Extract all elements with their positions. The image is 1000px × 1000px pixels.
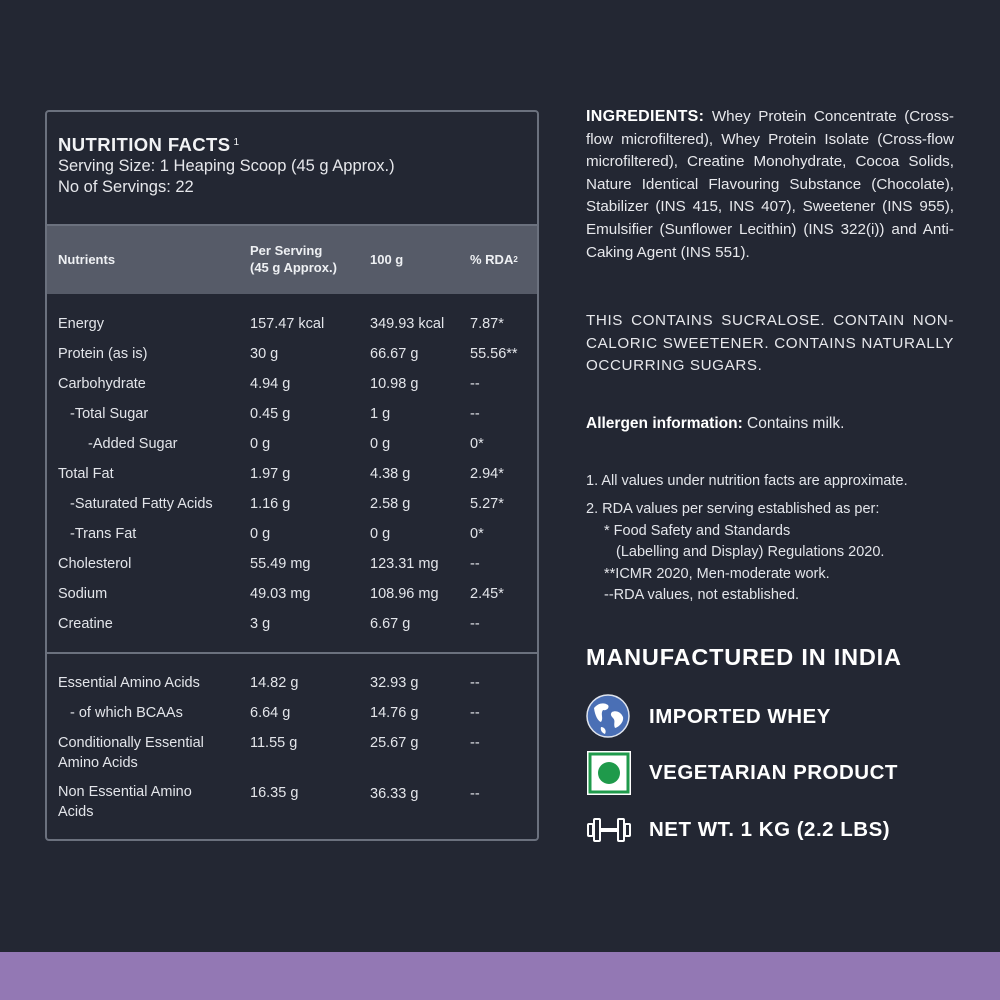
rda-value: --: [470, 406, 480, 422]
vegetarian-label: VEGETARIAN PRODUCT: [649, 761, 898, 784]
footnote-item: --RDA values, not established.: [604, 587, 800, 603]
per-100g-value: 25.67 g: [370, 735, 419, 751]
footnote-item: 1. All values under nutrition facts are approximate.: [586, 473, 908, 489]
veg-mark-icon: [586, 750, 632, 796]
per-100g-value: 1 g: [370, 406, 391, 422]
rda-value: --: [470, 376, 480, 392]
imported-whey-badge: [586, 694, 966, 742]
ingredients-label: INGREDIENTS:: [586, 108, 705, 125]
col-rda: % RDA$^2$: [470, 252, 518, 267]
nutrition-table-header: [47, 226, 537, 294]
col-per-serving: Per Serving (45 g Approx.): [250, 243, 337, 275]
rda-value: --: [470, 616, 480, 632]
rda-value: --: [470, 705, 480, 721]
footnote-item: (Labelling and Display) Regulations 2020.: [616, 544, 885, 560]
per-100g-value: 36.33 g: [370, 786, 419, 802]
rda-value: 5.27*: [470, 496, 504, 512]
sweetener-notice: THIS CONTAINS SUCRALOSE. CONTAIN NON-CALORIC SWEETENER. CONTAINS NATURALLY OCCURRING SUGARS.: [586, 312, 954, 375]
rda-value: 0*: [470, 526, 484, 542]
per-serving-value: 0.45 g: [250, 406, 291, 422]
per-serving-value: 4.94 g: [250, 376, 291, 392]
rda-value: --: [470, 735, 480, 751]
per-serving-value: 1.97 g: [250, 466, 291, 482]
col-per-100g: 100 g: [370, 252, 404, 267]
nutrient-name: Protein (as is): [58, 346, 148, 362]
nutrition-facts-title: NUTRITION FACTS $^1$: [58, 134, 240, 155]
bottom-accent-band: [0, 952, 1000, 1000]
per-serving-value: 14.82 g: [250, 675, 299, 691]
nutrition-facts-panel: [45, 110, 539, 841]
footnote-item: 2. RDA values per serving established as per:: [586, 501, 880, 517]
per-serving-value: 11.55 g: [250, 735, 298, 751]
rda-value: --: [470, 675, 480, 691]
per-100g-value: 0 g: [370, 526, 391, 542]
serving-size: Serving Size: 1 Heaping Scoop (45 g Approx.): [58, 157, 395, 175]
per-serving-value: 49.03 mg: [250, 586, 311, 602]
per-100g-value: 0 g: [370, 436, 391, 452]
nutrient-name: -Trans Fat: [70, 526, 137, 542]
per-serving-value: 30 g: [250, 346, 279, 362]
net-weight-badge: [586, 807, 966, 855]
per-100g-value: 2.58 g: [370, 496, 411, 512]
per-serving-value: 55.49 mg: [250, 556, 311, 572]
vegetarian-badge: [586, 750, 966, 798]
globe-icon: [586, 694, 632, 740]
manufactured-heading: MANUFACTURED IN INDIA: [586, 644, 902, 670]
rda-value: 7.87*: [470, 316, 504, 332]
rda-value: 0*: [470, 436, 484, 452]
net-weight-label: NET WT. 1 KG (2.2 LBS): [649, 818, 891, 841]
footnote-item: * Food Safety and Standards: [604, 523, 791, 539]
nutrient-name: -Saturated Fatty Acids: [70, 496, 213, 512]
nutrient-name: Sodium: [58, 586, 108, 602]
nutrient-name: -Total Sugar: [70, 406, 149, 422]
nutrient-name: - of which BCAAs: [70, 705, 183, 721]
per-100g-value: 66.67 g: [370, 346, 419, 362]
col-nutrients: Nutrients: [58, 252, 116, 267]
amino-section-divider: [47, 652, 537, 654]
per-100g-value: 349.93 kcal: [370, 316, 445, 332]
per-serving-value: 157.47 kcal: [250, 316, 325, 332]
rda-value: --: [470, 786, 480, 802]
nutrient-name: Non Essential Amino Acids: [58, 784, 192, 820]
nutrient-name: Conditionally Essential Amino Acids: [58, 735, 204, 771]
nutrient-name: Total Fat: [58, 466, 114, 482]
rda-value: 2.94*: [470, 466, 504, 482]
per-100g-value: 14.76 g: [370, 705, 419, 721]
rda-value: --: [470, 556, 480, 572]
per-serving-value: 16.35 g: [250, 785, 299, 801]
rda-value: 55.56**: [470, 346, 518, 362]
nutrient-name: Carbohydrate: [58, 376, 146, 392]
allergen-label: Allergen information:: [586, 415, 743, 432]
per-100g-value: 10.98 g: [370, 376, 419, 392]
dumbbell-icon: [586, 807, 632, 853]
per-serving-value: 6.64 g: [250, 705, 291, 721]
ingredients-text: Whey Protein Concentrate (Cross-flow microfiltered), Whey Protein Isolate (Cross-flow microfiltered), Creatine Monohydrate, Cocoa Solids, Nature Identical Flavouring Substance (Chocolate), Stabilizer (INS 415, INS 407), Sweetener (INS 955), Emulsifier (Sunflower Lecithin) (INS 322(i)) and Anti-Caking Agent (INS 551).: [586, 108, 954, 261]
allergen-info: [586, 413, 954, 435]
per-100g-value: 108.96 mg: [370, 586, 439, 602]
per-serving-value: 3 g: [250, 616, 271, 632]
imported-whey-label: IMPORTED WHEY: [649, 705, 831, 728]
nutrient-name: Energy: [58, 316, 104, 332]
per-serving-value: 0 g: [250, 436, 271, 452]
per-100g-value: 32.93 g: [370, 675, 419, 691]
per-serving-value: 1.16 g: [250, 496, 291, 512]
per-100g-value: 6.67 g: [370, 616, 411, 632]
footnote-item: **ICMR 2020, Men-moderate work.: [604, 566, 830, 582]
allergen-text: Contains milk.: [747, 415, 845, 432]
nutrition-facts-header: [47, 112, 537, 226]
per-100g-value: 123.31 mg: [370, 556, 439, 572]
nutrient-name: Creatine: [58, 616, 113, 632]
ingredients-block: [586, 106, 954, 264]
servings-count: No of Servings: 22: [58, 178, 194, 196]
per-100g-value: 4.38 g: [370, 466, 411, 482]
nutrient-name: -Added Sugar: [88, 436, 178, 452]
rda-value: 2.45*: [470, 586, 504, 602]
nutrient-name: Cholesterol: [58, 556, 132, 572]
title-footnote-mark: 1: [233, 137, 240, 148]
per-serving-value: 0 g: [250, 526, 271, 542]
nutrient-name: Essential Amino Acids: [58, 675, 200, 691]
